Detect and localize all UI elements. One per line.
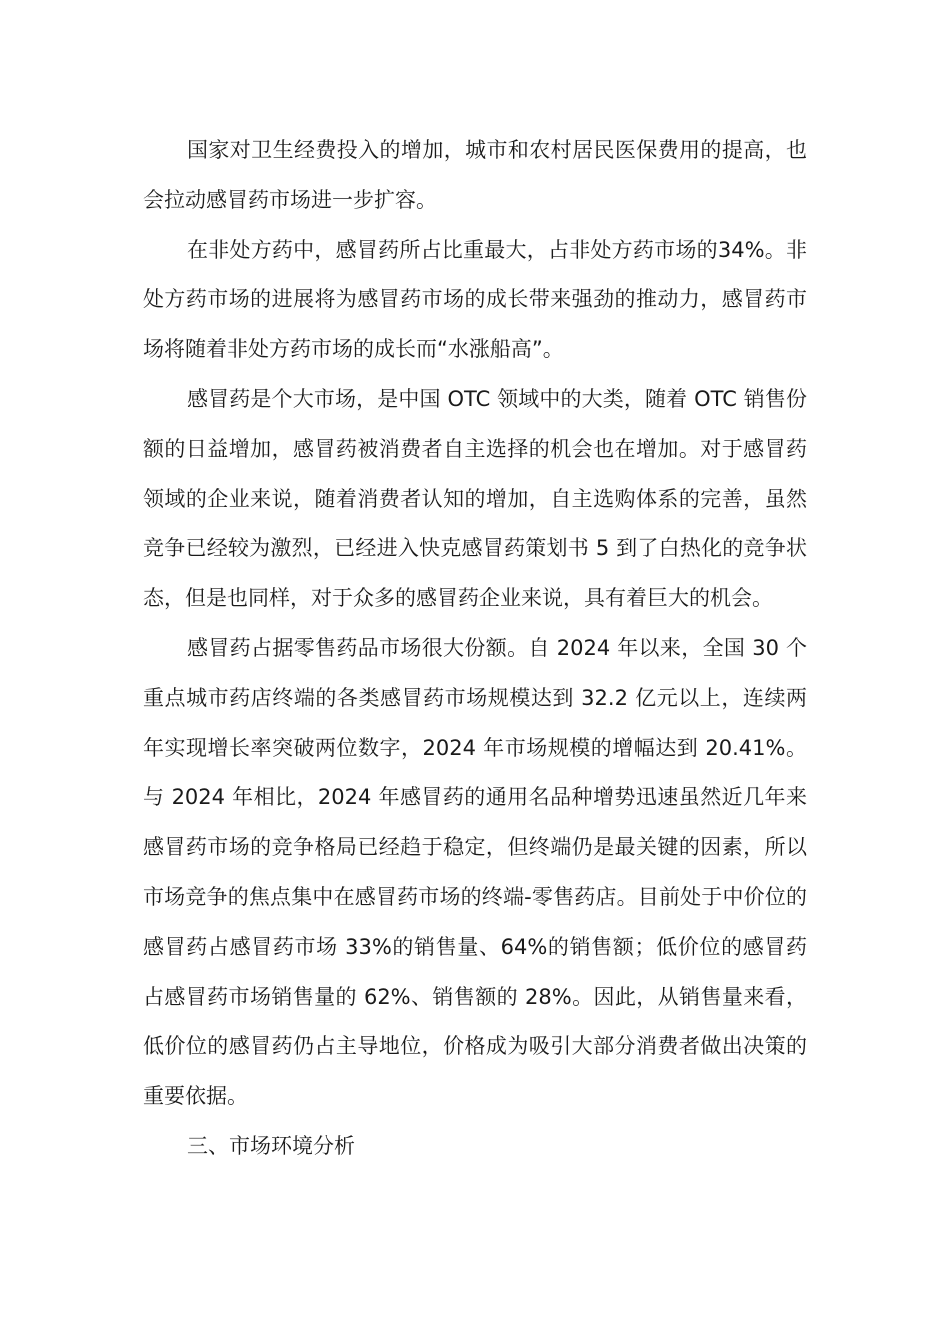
paragraph-retail-share: 感冒药占据零售药品市场很大份额。自 2024 年以来，全国 30 个重点城市药店终端的各类感冒药市场规模达到 32.2 亿元以上，连续两年实现增长率突破两位数字，2024 年市场规模的增幅达到 20.41%。与 2024 年相比，2024 年感冒药的通用名品种增势迅速虽然近几年来感冒药市场的竞争格局已经趋于稳定，但终端仍是最关键的因素，所以市场竞争的焦点集中在感冒药市场的终端-零售药店。目前处于中价位的感冒药占感冒药市场 33%的销售量、64%的销售额；低价位的感冒药占感冒药市场销售量的 62%、销售额的 28%。因此，从销售量来看，低价位的感冒药仍占主导地位，价格成为吸引大部分消费者做出决策的重要依据。 bbox=[143, 635, 807, 1109]
paragraph-otc-share: 在非处方药中，感冒药所占比重最大，占非处方药市场的34%。非处方药市场的进展将为感冒药市场的成长带来强劲的推动力，感冒药市场将随着非处方药市场的成长而“水涨船高”。 bbox=[143, 237, 807, 362]
paragraph-healthcare-investment: 国家对卫生经费投入的增加，城市和农村居民医保费用的提高，也会拉动感冒药市场进一步扩容。 bbox=[143, 138, 807, 212]
document-body bbox=[143, 126, 807, 1172]
section-heading: 三、市场环境分析 bbox=[187, 1133, 355, 1158]
paragraph-big-market: 感冒药是个大市场，是中国 OTC 领域中的大类，随着 OTC 销售份额的日益增加，感冒药被消费者自主选择的机会也在增加。对于感冒药领域的企业来说，随着消费者认知的增加，自主选购体系的完善，虽然竞争已经较为激烈，已经进入快克感冒药策划书 5 到了白热化的竞争状态，但是也同样，对于众多的感冒药企业来说，具有着巨大的机会。 bbox=[143, 386, 807, 611]
